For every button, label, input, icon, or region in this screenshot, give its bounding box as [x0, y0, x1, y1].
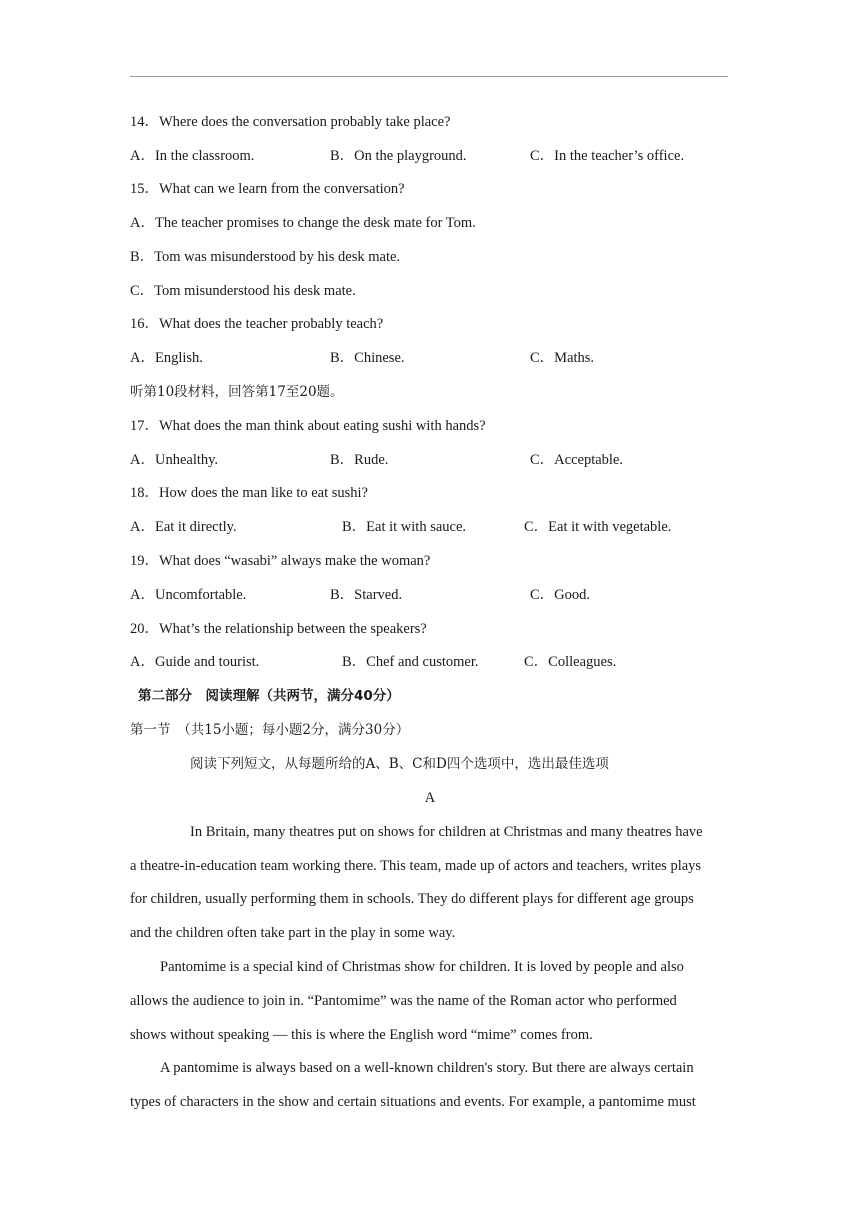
- question-stem: 15．What can we learn from the conversation?: [130, 181, 405, 197]
- passage-label: A: [424, 790, 436, 806]
- option-c: C．Tom misunderstood his desk mate.: [130, 283, 356, 299]
- option-b: B．On the playground.: [330, 148, 467, 164]
- section-note: 听第10段材料，回答第17至20题。: [130, 384, 344, 400]
- option-a: A．Uncomfortable.: [130, 587, 247, 603]
- part-heading: 第二部分 阅读理解（共两节，满分40分）: [138, 688, 400, 704]
- question-stem: 14．Where does the conversation probably take place?: [130, 114, 451, 130]
- option-c: C．Acceptable.: [530, 452, 624, 468]
- passage-line: A pantomime is always based on a well-known children's story. But there are always certain: [160, 1060, 694, 1076]
- passage-line: for children, usually performing them in schools. They do different plays for different age groups: [130, 891, 694, 907]
- passage-line: and the children often take part in the play in some way.: [130, 925, 456, 941]
- header-rule: [130, 76, 728, 77]
- option-b: B．Chinese.: [330, 350, 405, 366]
- option-a: A．Unhealthy.: [130, 452, 219, 468]
- option-c: C．Eat it with vegetable.: [524, 519, 672, 535]
- option-b: B．Tom was misunderstood by his desk mate.: [130, 249, 401, 265]
- option-b: B．Starved.: [330, 587, 403, 603]
- question-stem: 20．What’s the relationship between the speakers?: [130, 621, 427, 637]
- option-c: C．In the teacher’s office.: [530, 148, 685, 164]
- section-heading: 第一节 （共15小题；每小题2分，满分30分）: [130, 722, 410, 738]
- option-c: C．Maths.: [530, 350, 595, 366]
- option-a: A．Guide and tourist.: [130, 654, 260, 670]
- question-stem: 19．What does “wasabi” always make the woman?: [130, 553, 431, 569]
- option-c: C．Good.: [530, 587, 591, 603]
- option-a: A．Eat it directly.: [130, 519, 237, 535]
- option-b: B．Eat it with sauce.: [342, 519, 467, 535]
- question-stem: 18．How does the man like to eat sushi?: [130, 485, 368, 501]
- passage-line: types of characters in the show and certain situations and events. For example, a pantomime must: [130, 1094, 696, 1110]
- question-stem: 16．What does the teacher probably teach?: [130, 316, 384, 332]
- option-a: A．In the classroom.: [130, 148, 255, 164]
- option-a: A．English.: [130, 350, 203, 366]
- passage-line: a theatre-in-education team working there. This team, made up of actors and teachers, writes plays: [130, 858, 702, 874]
- instructions: 阅读下列短文，从每题所给的A、B、C和D四个选项中，选出最佳选项: [190, 756, 609, 772]
- passage-line: allows the audience to join in. “Pantomime” was the name of the Roman actor who performed: [130, 993, 677, 1009]
- option-c: C．Colleagues.: [524, 654, 617, 670]
- passage-line: In Britain, many theatres put on shows for children at Christmas and many theatres have: [190, 824, 703, 840]
- question-stem: 17．What does the man think about eating sushi with hands?: [130, 418, 486, 434]
- option-b: B．Chef and customer.: [342, 654, 479, 670]
- option-a: A．The teacher promises to change the desk mate for Tom.: [130, 215, 476, 231]
- passage-line: Pantomime is a special kind of Christmas show for children. It is loved by people and also: [160, 959, 684, 975]
- passage-line: shows without speaking — this is where the English word “mime” comes from.: [130, 1027, 593, 1043]
- option-b: B．Rude.: [330, 452, 389, 468]
